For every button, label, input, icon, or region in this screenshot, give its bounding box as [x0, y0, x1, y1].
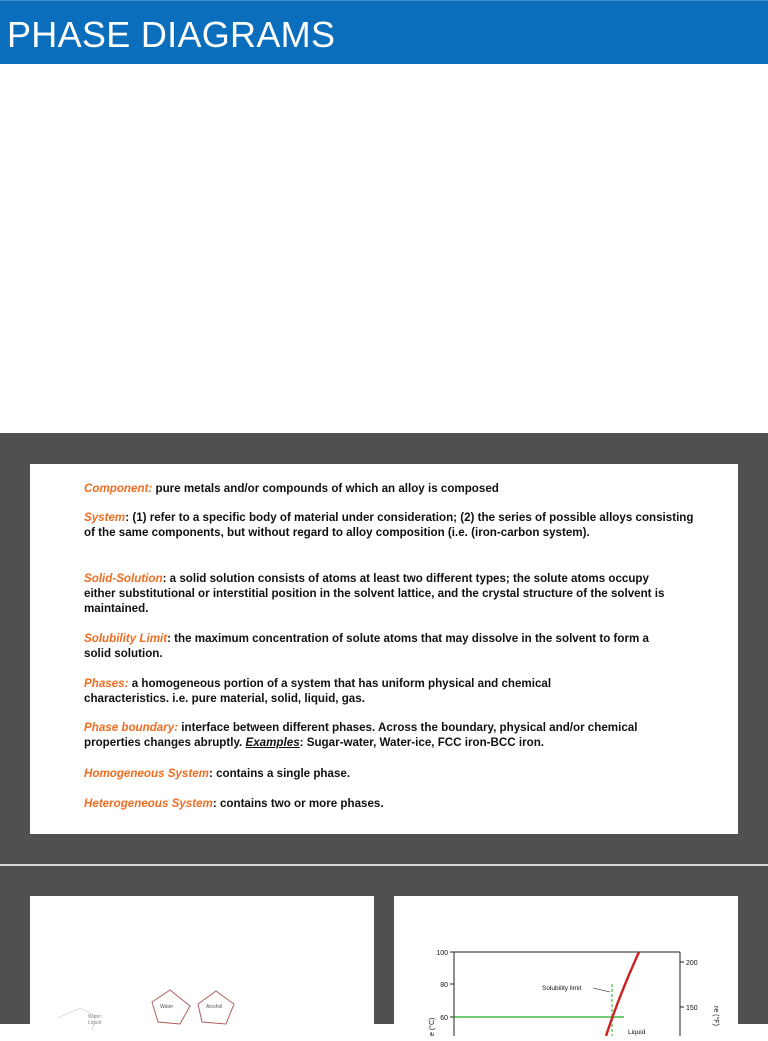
label-liquid: Liquid: [88, 1020, 102, 1026]
y-label-right: re (°F): [712, 1006, 719, 1026]
term-label: System: [84, 511, 126, 524]
term-label: Homogeneous System: [84, 767, 209, 780]
examples-label: Examples: [245, 736, 300, 749]
term-label: Heterogeneous System: [84, 797, 213, 810]
def-text: : Sugar-water, Water-ice, FCC iron-BCC iron.: [299, 736, 544, 749]
tick-label-150: 150: [686, 1005, 698, 1012]
term-label: Component:: [84, 482, 153, 495]
term-label: Solid-Solution: [84, 572, 163, 585]
tick-label-80: 80: [440, 982, 448, 989]
def-system: [84, 510, 694, 540]
term-label: Phase boundary:: [84, 721, 179, 734]
term-label: Solubility Limit: [84, 632, 168, 645]
y-label-left: e (°C): [429, 1017, 436, 1036]
tick-label-60: 60: [440, 1015, 448, 1022]
solubility-curve: [606, 952, 639, 1036]
def-phases: [84, 676, 604, 706]
def-text: : a solid solution consists of atoms at least two different types; the solute atoms occupy either substitutional or interstitial position in the solvent lattice, and the crystal structure of the solvent is maintained.: [84, 572, 665, 615]
page-title: PHASE DIAGRAMS: [7, 14, 336, 55]
term-label: Phases:: [84, 677, 129, 690]
def-text: : the maximum concentration of solute atoms that may dissolve in the solvent to form a solid solution.: [84, 632, 649, 660]
thumb-left: [30, 896, 374, 1036]
tick-label-100: 100: [436, 950, 448, 957]
annotation-arrow: [593, 988, 610, 992]
definitions-card: [30, 464, 738, 834]
label-water-1: Water: [88, 1014, 102, 1020]
def-homogeneous: [84, 766, 694, 781]
annotation-liquid: Liquid: [628, 1029, 646, 1036]
def-text: : contains two or more phases.: [212, 797, 384, 810]
label-alcohol: Alcohol: [206, 1004, 223, 1010]
def-text: : (1) refer to a specific body of material under consideration; (2) the series of possible alloys consisting of the same components, but without regard to alloy composition (i.e. (iron-carbon system).: [84, 511, 694, 539]
def-text: : contains a single phase.: [208, 767, 351, 780]
def-heterogeneous: [84, 796, 694, 811]
thumb-right: [394, 896, 738, 1036]
def-text: pure metals and/or compounds of which an alloy is composed: [152, 482, 499, 495]
annotation-solubility-limit: Solubility limit: [542, 985, 582, 992]
def-phase-boundary: [84, 720, 654, 750]
tick-label-200: 200: [686, 960, 698, 967]
def-component: [84, 481, 694, 496]
slide-definitions: [0, 433, 768, 864]
slide-thumbnails: [0, 866, 768, 1036]
def-text: interface between different phases. Across the boundary, physical and/or chemical properties changes abruptly.: [84, 721, 638, 749]
solubility-chart: [394, 896, 738, 1036]
def-solubility-limit: [84, 631, 654, 661]
def-solid-solution: [84, 571, 674, 616]
def-text: a homogeneous portion of a system that has uniform physical and chemical characteristics. i.e. pure material, solid, liquid, gas.: [84, 677, 552, 705]
label-water-2: Water: [160, 1004, 174, 1010]
beaker-illustration: [30, 896, 374, 1036]
title-bar: [0, 0, 768, 64]
